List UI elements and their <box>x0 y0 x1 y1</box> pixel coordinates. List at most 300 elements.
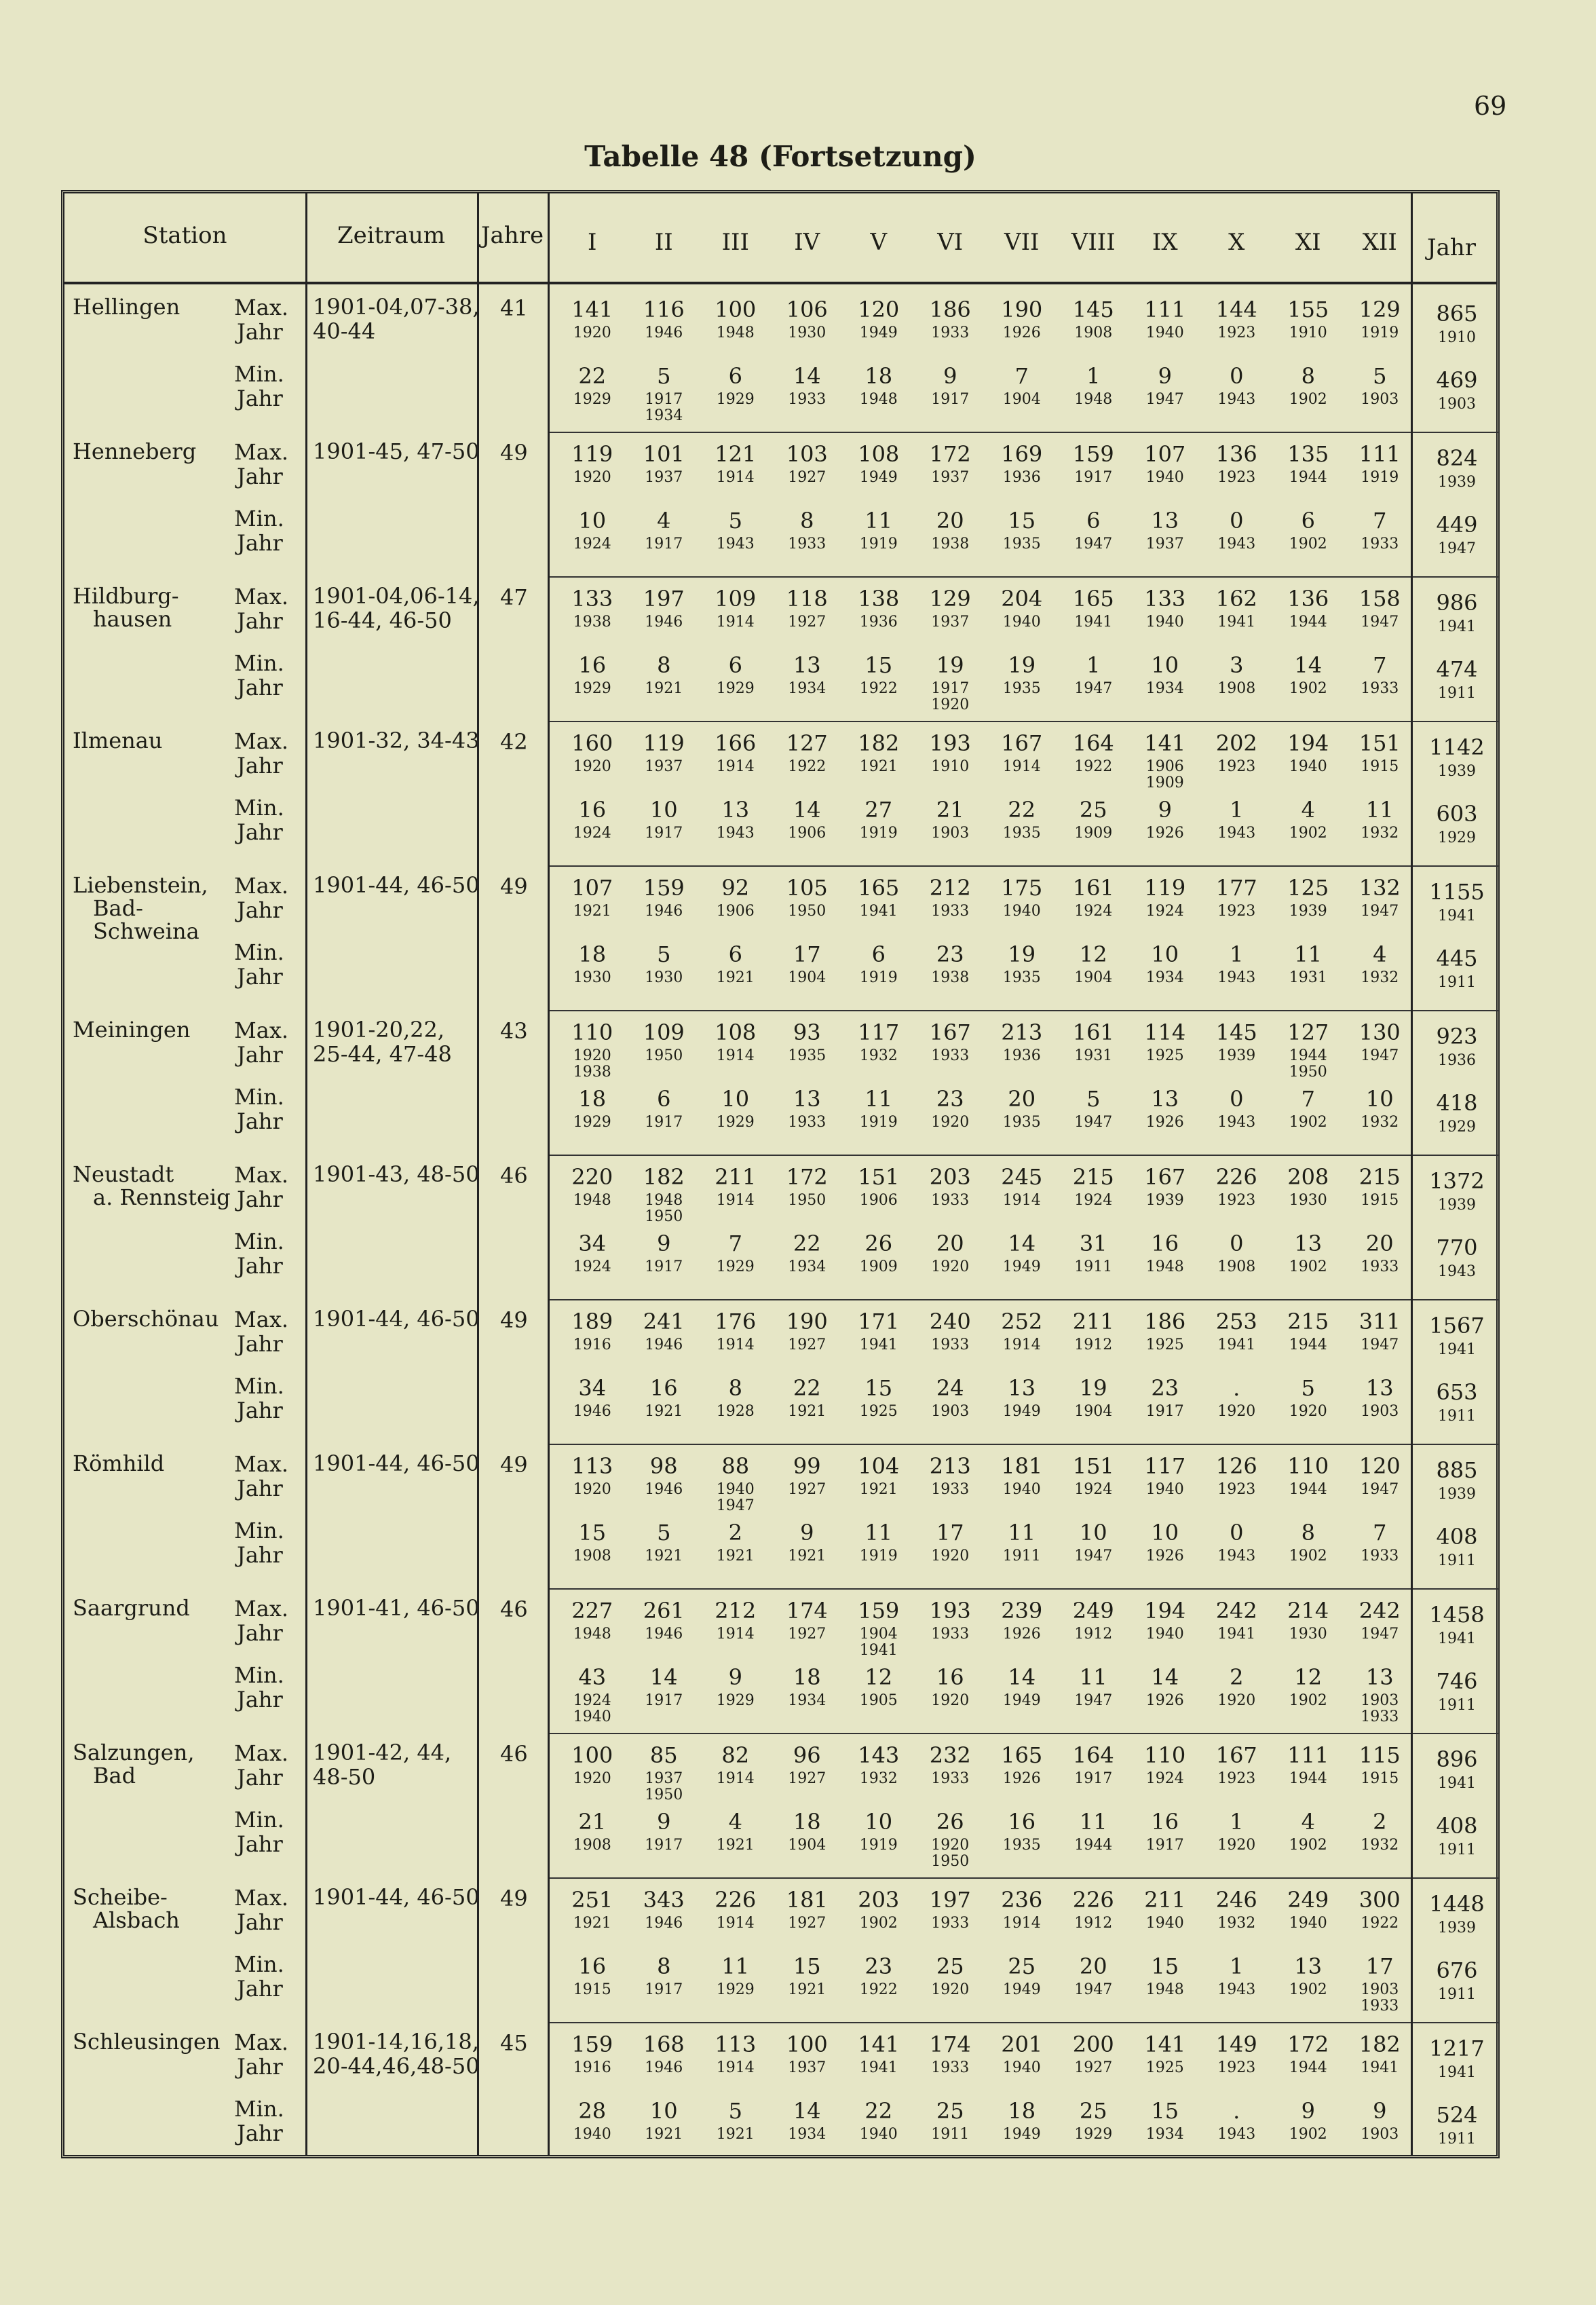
cell-value: 177 <box>1215 875 1257 901</box>
cell-value: 8 <box>800 508 814 533</box>
cell-value: 25 <box>1079 2098 1107 2124</box>
cell-year: 1949 <box>859 469 898 486</box>
cell-value: 127 <box>786 730 828 756</box>
row-label-jahr: Jahr <box>237 1620 283 1646</box>
cell-year: 1935 <box>1002 1837 1041 1854</box>
cell-value: 4 <box>1301 1809 1315 1835</box>
cell-value: 6 <box>871 941 886 967</box>
cell-value: 9 <box>943 363 957 389</box>
cell-year: 1944 <box>1289 614 1327 631</box>
cell-value: 14 <box>793 797 821 823</box>
cell-value: 20 <box>936 508 964 533</box>
cell-year: 1948 <box>859 391 898 408</box>
cell-value: 111 <box>1144 297 1186 322</box>
cell-value: 19 <box>1008 941 1036 967</box>
cell-year: 1947 <box>1361 1336 1399 1353</box>
cell-value: 100 <box>571 1742 613 1768</box>
station-name: Liebenstein, <box>73 872 208 898</box>
cell-value: 213 <box>1001 1019 1043 1045</box>
cell-year: 1947 <box>1074 680 1113 697</box>
cell-year: 1923 <box>1217 1481 1256 1498</box>
cell-value: 158 <box>1358 586 1401 612</box>
cell-value: 133 <box>1144 586 1186 612</box>
cell-value: 1 <box>1230 797 1244 823</box>
cell-value: 251 <box>571 1887 613 1913</box>
total-value: 603 <box>1436 801 1478 827</box>
station-name: Hildburg- <box>73 583 179 609</box>
total-value: 885 <box>1436 1457 1478 1483</box>
cell-value: 143 <box>858 1742 900 1768</box>
cell-year: 1917 <box>1145 1403 1184 1420</box>
cell-year: 1921 <box>788 1981 826 1998</box>
header-rule <box>64 282 1496 284</box>
cell-value: 197 <box>929 1887 971 1913</box>
cell-year: 1904 1941 <box>859 1626 898 1659</box>
row-label-jahr: Jahr <box>237 530 283 556</box>
cell-value: 13 <box>1151 1086 1179 1112</box>
cell-value: 108 <box>858 441 900 467</box>
cell-value: 111 <box>1287 1742 1329 1768</box>
cell-year: 1932 <box>1361 1837 1399 1854</box>
cell-year: 1902 <box>1289 1114 1327 1131</box>
cell-value: 110 <box>571 1019 613 1045</box>
cell-value: . <box>1233 1375 1240 1401</box>
cell-value: 242 <box>1215 1598 1257 1624</box>
cell-value: 203 <box>929 1164 971 1190</box>
cell-year: 1925 <box>1145 2059 1184 2076</box>
cell-value: 182 <box>643 1164 685 1190</box>
cell-year: 1929 <box>573 1114 611 1131</box>
cell-value: 24 <box>936 1375 964 1401</box>
zeitraum: 1901-41, 46-50 <box>313 1595 480 1621</box>
cell-year: 1914 <box>716 1626 755 1643</box>
cell-value: 110 <box>1287 1453 1329 1479</box>
cell-year: 1922 <box>788 758 826 775</box>
cell-value: 11 <box>1079 1664 1107 1690</box>
cell-year: 1919 <box>859 1548 898 1564</box>
cell-value: 160 <box>571 730 613 756</box>
row-label-jahr: Jahr <box>237 2054 283 2080</box>
total-value: 653 <box>1436 1379 1478 1405</box>
cell-year: 1905 <box>859 1692 898 1709</box>
cell-year: 1908 <box>573 1548 611 1564</box>
station-separator <box>548 432 1499 433</box>
row-label-max: Max. <box>234 1451 289 1477</box>
cell-year: 1923 <box>1217 324 1256 341</box>
cell-value: 172 <box>929 441 971 467</box>
cell-value: 111 <box>1358 441 1401 467</box>
cell-year: 1921 <box>859 1481 898 1498</box>
cell-value: 12 <box>864 1664 893 1690</box>
cell-value: 240 <box>929 1309 971 1334</box>
row-label-jahr: Jahr <box>237 897 283 923</box>
cell-value: 120 <box>858 297 900 322</box>
cell-year: 1943 <box>1217 825 1256 842</box>
cell-year: 1934 <box>1145 2126 1184 2143</box>
cell-value: 214 <box>1287 1598 1329 1624</box>
cell-value: 236 <box>1001 1887 1043 1913</box>
cell-year: 1919 <box>859 969 898 986</box>
cell-year: 1914 <box>716 1192 755 1209</box>
cell-value: 10 <box>1151 652 1179 678</box>
total-value: 1142 <box>1429 734 1485 760</box>
cell-value: 5 <box>657 941 671 967</box>
cell-year: 1917 <box>645 1981 683 1998</box>
total-value: 449 <box>1436 512 1478 538</box>
header-month: IV <box>794 229 820 256</box>
cell-value: 13 <box>1365 1375 1394 1401</box>
cell-value: 25 <box>936 2098 964 2124</box>
cell-value: 100 <box>715 297 757 322</box>
cell-year: 1934 <box>1145 969 1184 986</box>
cell-value: 117 <box>1144 1453 1186 1479</box>
cell-year: 1920 <box>1217 1837 1256 1854</box>
cell-year: 1903 <box>1361 1403 1399 1420</box>
cell-value: 85 <box>649 1742 678 1768</box>
total-year: 1939 <box>1438 1486 1476 1503</box>
cell-year: 1914 <box>716 1915 755 1932</box>
cell-value: 194 <box>1287 730 1329 756</box>
cell-year: 1920 <box>1217 1403 1256 1420</box>
row-label-jahr: Jahr <box>237 319 283 345</box>
station-separator <box>548 1733 1499 1734</box>
cell-year: 1940 <box>1002 2059 1041 2076</box>
cell-year: 1937 <box>645 758 683 775</box>
cell-year: 1919 <box>859 1837 898 1854</box>
cell-year: 1917 <box>1074 1770 1113 1787</box>
row-label-max: Max. <box>234 295 289 320</box>
cell-value: 10 <box>649 797 678 823</box>
cell-value: 10 <box>1079 1520 1107 1545</box>
cell-value: 13 <box>1294 1953 1323 1979</box>
cell-value: 119 <box>571 441 613 467</box>
cell-year: 1947 <box>1361 614 1399 631</box>
cell-value: 165 <box>1001 1742 1043 1768</box>
cell-value: 311 <box>1358 1309 1401 1334</box>
cell-value: 14 <box>793 2098 821 2124</box>
cell-value: 11 <box>721 1953 750 1979</box>
cell-value: 0 <box>1230 363 1244 389</box>
cell-value: 208 <box>1287 1164 1329 1190</box>
cell-value: 11 <box>864 508 893 533</box>
cell-year: 1949 <box>1002 2126 1041 2143</box>
jahre-count: 49 <box>500 440 528 466</box>
row-label-jahr: Jahr <box>237 1253 283 1279</box>
cell-value: 232 <box>929 1742 971 1768</box>
cell-year: 1923 <box>1217 903 1256 920</box>
cell-value: 165 <box>1072 586 1114 612</box>
cell-value: 241 <box>643 1309 685 1334</box>
cell-value: 16 <box>578 1953 607 1979</box>
cell-value: 5 <box>728 508 742 533</box>
cell-year: 1927 <box>788 1626 826 1643</box>
cell-value: 226 <box>1215 1164 1257 1190</box>
zeitraum: 40-44 <box>313 318 376 344</box>
cell-value: 182 <box>1358 2031 1401 2057</box>
cell-year: 1929 <box>1074 2126 1113 2143</box>
row-label-jahr: Jahr <box>237 1542 283 1568</box>
cell-value: 17 <box>1365 1953 1394 1979</box>
cell-value: 106 <box>786 297 828 322</box>
cell-value: 245 <box>1001 1164 1043 1190</box>
header-month: III <box>721 229 749 256</box>
cell-year: 1920 <box>931 1548 970 1564</box>
cell-value: 127 <box>1287 1019 1329 1045</box>
cell-year: 1940 <box>1289 758 1327 775</box>
cell-value: 0 <box>1230 1086 1244 1112</box>
total-value: 1372 <box>1429 1168 1485 1194</box>
cell-year: 1948 <box>1145 1981 1184 1998</box>
zeitraum: 1901-04,07-38, <box>313 294 480 320</box>
cell-value: 300 <box>1358 1887 1401 1913</box>
cell-value: 11 <box>864 1086 893 1112</box>
cell-value: 18 <box>578 941 607 967</box>
cell-year: 1935 <box>1002 969 1041 986</box>
cell-year: 1940 <box>1289 1915 1327 1932</box>
cell-value: 261 <box>643 1598 685 1624</box>
cell-year: 1915 <box>1361 1192 1399 1209</box>
cell-year: 1903 <box>931 1403 970 1420</box>
cell-value: 151 <box>1072 1453 1114 1479</box>
cell-value: 161 <box>1072 1019 1114 1045</box>
cell-year: 1943 <box>1217 969 1256 986</box>
cell-value: 108 <box>715 1019 757 1045</box>
cell-value: 14 <box>649 1664 678 1690</box>
cell-year: 1920 <box>931 1258 970 1275</box>
cell-value: 5 <box>1301 1375 1315 1401</box>
total-value: 986 <box>1436 590 1478 616</box>
row-label-jahr: Jahr <box>237 1976 283 2002</box>
cell-value: 20 <box>1079 1953 1107 1979</box>
cell-value: 17 <box>793 941 821 967</box>
cell-year: 1946 <box>645 903 683 920</box>
page-number: 69 <box>1474 91 1507 121</box>
row-label-jahr: Jahr <box>237 753 283 779</box>
cell-year: 1923 <box>1217 2059 1256 2076</box>
total-year: 1941 <box>1438 618 1476 635</box>
cell-value: 149 <box>1215 2031 1257 2057</box>
cell-year: 1940 <box>1145 469 1184 486</box>
cell-year: 1932 <box>1361 1114 1399 1131</box>
cell-value: 161 <box>1072 875 1114 901</box>
cell-year: 1921 <box>716 2126 755 2143</box>
total-value: 865 <box>1436 301 1478 326</box>
cell-year: 1914 <box>1002 1336 1041 1353</box>
cell-year: 1941 <box>1217 614 1256 631</box>
cell-year: 1938 <box>931 536 970 552</box>
cell-value: 10 <box>578 508 607 533</box>
row-label-min: Min. <box>234 2096 284 2122</box>
cell-year: 1904 <box>788 1837 826 1854</box>
row-label-max: Max. <box>234 873 289 899</box>
total-year: 1939 <box>1438 474 1476 491</box>
cell-value: 10 <box>1151 1520 1179 1545</box>
header-month: XI <box>1295 229 1321 256</box>
cell-year: 1933 <box>1361 1548 1399 1564</box>
station-separator <box>548 1010 1499 1011</box>
column-rule <box>477 193 479 2155</box>
cell-year: 1946 <box>645 1481 683 1498</box>
cell-year: 1936 <box>1002 469 1041 486</box>
cell-year: 1944 <box>1289 469 1327 486</box>
cell-value: 167 <box>1144 1164 1186 1190</box>
station-name: Bad- <box>93 895 143 921</box>
cell-value: 1 <box>1230 1953 1244 1979</box>
cell-value: 115 <box>1358 1742 1401 1768</box>
cell-value: 193 <box>929 730 971 756</box>
cell-year: 1933 <box>931 1770 970 1787</box>
cell-value: 109 <box>715 586 757 612</box>
cell-year: 1935 <box>1002 1114 1041 1131</box>
row-label-jahr: Jahr <box>237 1765 283 1791</box>
cell-value: 4 <box>657 508 671 533</box>
row-label-jahr: Jahr <box>237 1476 283 1501</box>
station-name: Oberschönau <box>73 1306 219 1332</box>
cell-year: 1929 <box>716 1692 755 1709</box>
cell-year: 1949 <box>1002 1981 1041 1998</box>
row-label-min: Min. <box>234 1084 284 1110</box>
cell-value: 130 <box>1358 1019 1401 1045</box>
cell-year: 1948 1950 <box>645 1192 683 1225</box>
cell-year: 1920 <box>931 1114 970 1131</box>
row-label-min: Min. <box>234 795 284 821</box>
station-separator <box>548 1444 1499 1445</box>
row-label-max: Max. <box>234 1162 289 1188</box>
cell-value: 23 <box>864 1953 893 1979</box>
cell-year: 1917 <box>931 391 970 408</box>
cell-year: 1904 <box>788 969 826 986</box>
cell-year: 1927 <box>788 614 826 631</box>
cell-value: 4 <box>728 1809 742 1835</box>
cell-value: 1 <box>1230 1809 1244 1835</box>
cell-year: 1914 <box>716 469 755 486</box>
header-month: X <box>1228 229 1245 256</box>
cell-year: 1947 <box>1361 1626 1399 1643</box>
cell-year: 1933 <box>931 1626 970 1643</box>
cell-value: 6 <box>728 363 742 389</box>
cell-value: 16 <box>1151 1809 1179 1835</box>
total-year: 1911 <box>1438 1986 1476 2003</box>
cell-year: 1915 <box>1361 758 1399 775</box>
cell-year: 1943 <box>716 825 755 842</box>
cell-value: 113 <box>571 1453 613 1479</box>
header-month: IX <box>1152 229 1178 256</box>
jahre-count: 46 <box>500 1741 528 1767</box>
cell-value: 103 <box>786 441 828 467</box>
zeitraum: 1901-44, 46-50 <box>313 1884 480 1910</box>
cell-year: 1921 <box>645 680 683 697</box>
station-name: Hellingen <box>73 294 180 320</box>
cell-year: 1941 <box>1074 614 1113 631</box>
cell-value: 203 <box>858 1887 900 1913</box>
cell-value: 186 <box>1144 1309 1186 1334</box>
cell-value: 176 <box>715 1309 757 1334</box>
row-label-jahr: Jahr <box>237 1186 283 1212</box>
cell-value: 9 <box>657 1809 671 1835</box>
cell-year: 1940 <box>1145 1481 1184 1498</box>
cell-value: 343 <box>643 1887 685 1913</box>
cell-value: 0 <box>1230 508 1244 533</box>
cell-year: 1919 <box>859 536 898 552</box>
cell-year: 1935 <box>788 1047 826 1064</box>
cell-year: 1922 <box>859 680 898 697</box>
cell-year: 1931 <box>1289 969 1327 986</box>
total-value: 896 <box>1436 1746 1478 1772</box>
cell-value: 141 <box>1144 2031 1186 2057</box>
cell-value: 7 <box>1301 1086 1315 1112</box>
cell-year: 1933 <box>788 1114 826 1131</box>
cell-year: 1921 <box>716 969 755 986</box>
cell-value: 0 <box>1230 1231 1244 1256</box>
cell-year: 1902 <box>1289 1548 1327 1564</box>
cell-year: 1947 <box>1361 903 1399 920</box>
row-label-jahr: Jahr <box>237 1331 283 1357</box>
row-label-min: Min. <box>234 1807 284 1833</box>
cell-value: 239 <box>1001 1598 1043 1624</box>
cell-year: 1922 <box>1361 1915 1399 1932</box>
cell-value: 172 <box>786 1164 828 1190</box>
cell-year: 1933 <box>788 536 826 552</box>
cell-value: 126 <box>1215 1453 1257 1479</box>
cell-year: 1929 <box>716 1981 755 1998</box>
cell-value: 1 <box>1086 652 1101 678</box>
cell-year: 1940 <box>1145 324 1184 341</box>
row-label-min: Min. <box>234 361 284 387</box>
cell-value: 26 <box>864 1231 893 1256</box>
total-value: 824 <box>1436 445 1478 471</box>
station-name: Salzungen, <box>73 1740 195 1765</box>
cell-value: 5 <box>657 363 671 389</box>
cell-year: 1927 <box>788 1915 826 1932</box>
cell-year: 1920 <box>573 1481 611 1498</box>
header-jahre: Jahre <box>480 222 544 249</box>
cell-year: 1950 <box>645 1047 683 1064</box>
row-label-jahr: Jahr <box>237 819 283 845</box>
cell-year: 1927 <box>788 1481 826 1498</box>
cell-year: 1933 <box>931 1047 970 1064</box>
cell-value: 215 <box>1287 1309 1329 1334</box>
cell-year: 1921 <box>645 2126 683 2143</box>
cell-value: 181 <box>1001 1453 1043 1479</box>
cell-year: 1917 <box>645 1114 683 1131</box>
cell-year: 1902 <box>1289 680 1327 697</box>
cell-year: 1938 <box>573 614 611 631</box>
header-month: VII <box>1004 229 1040 256</box>
jahre-count: 46 <box>500 1163 528 1188</box>
cell-value: 15 <box>1151 2098 1179 2124</box>
cell-year: 1927 <box>1074 2059 1113 2076</box>
cell-year: 1938 <box>931 969 970 986</box>
cell-value: 9 <box>1158 363 1172 389</box>
cell-value: 226 <box>1072 1887 1114 1913</box>
cell-year: 1937 <box>645 469 683 486</box>
cell-value: 16 <box>578 797 607 823</box>
total-year: 1941 <box>1438 1341 1476 1358</box>
cell-value: 151 <box>858 1164 900 1190</box>
row-label-min: Min. <box>234 506 284 531</box>
cell-value: 200 <box>1072 2031 1114 2057</box>
header-zeitraum: Zeitraum <box>337 222 445 249</box>
cell-year: 1914 <box>716 1770 755 1787</box>
cell-value: 25 <box>936 1953 964 1979</box>
cell-year: 1948 <box>573 1626 611 1643</box>
cell-value: 20 <box>1008 1086 1036 1112</box>
cell-value: 11 <box>1079 1809 1107 1835</box>
cell-year: 1940 <box>1002 614 1041 631</box>
cell-year: 1906 <box>859 1192 898 1209</box>
cell-value: 159 <box>858 1598 900 1624</box>
cell-year: 1947 <box>1074 1981 1113 1998</box>
